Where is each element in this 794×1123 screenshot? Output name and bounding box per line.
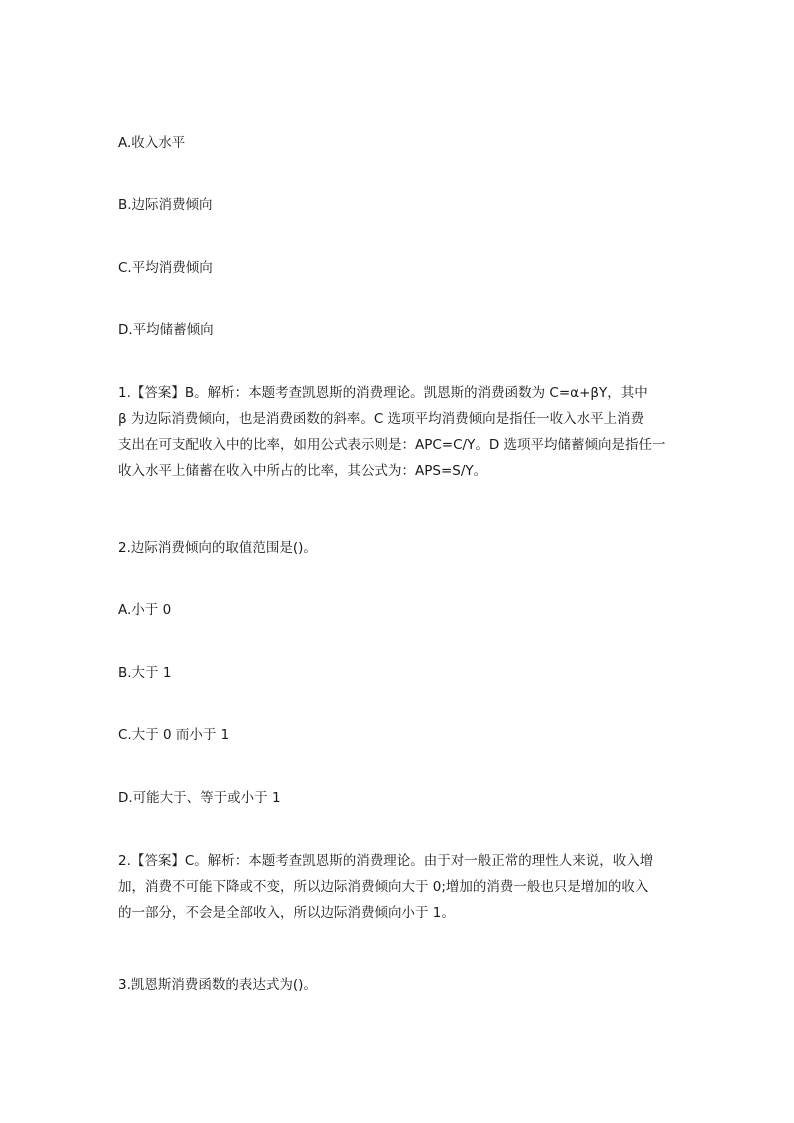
answer-2-explanation <box>118 848 678 926</box>
q2-option-b: B.大于 1 <box>118 665 172 681</box>
q1-option-a: A.收入水平 <box>118 135 186 151</box>
q2-stem: 2.边际消费倾向的取值范围是()。 <box>118 540 317 556</box>
q1-option-c: C.平均消费倾向 <box>118 260 213 276</box>
answer-1-line: 1.【答案】B。解析：本题考查凯恩斯的消费理论。凯恩斯的消费函数为 C=α+βY，其中 <box>118 385 648 401</box>
answer-2-line: 加，消费不可能下降或不变，所以边际消费倾向大于 0;增加的消费一般也只是增加的收入 <box>118 879 649 895</box>
q2-option-d: D.可能大于、等于或小于 1 <box>118 790 281 806</box>
answer-1-line: 支出在可支配收入中的比率，如用公式表示则是：APC=C/Y。D 选项平均储蓄倾向是指任一 <box>118 437 666 453</box>
q1-option-d: D.平均储蓄倾向 <box>118 322 214 338</box>
answer-2-line: 2.【答案】C。解析：本题考查凯恩斯的消费理论。由于对一般正常的理性人来说，收入增 <box>118 853 654 869</box>
answer-1-line: 收入水平上储蓄在收入中所占的比率，其公式为：APS=S/Y。 <box>118 463 488 479</box>
q1-option-b: B.边际消费倾向 <box>118 197 213 213</box>
answer-1-explanation <box>118 380 678 484</box>
q3-stem: 3.凯恩斯消费函数的表达式为()。 <box>118 977 317 993</box>
answer-1-line: β 为边际消费倾向，也是消费函数的斜率。C 选项平均消费倾向是指任一收入水平上消费 <box>118 411 645 427</box>
q2-option-c: C.大于 0 而小于 1 <box>118 727 230 743</box>
q2-option-a: A.小于 0 <box>118 602 172 618</box>
answer-2-line: 的一部分，不会是全部收入，所以边际消费倾向小于 1。 <box>118 905 455 921</box>
